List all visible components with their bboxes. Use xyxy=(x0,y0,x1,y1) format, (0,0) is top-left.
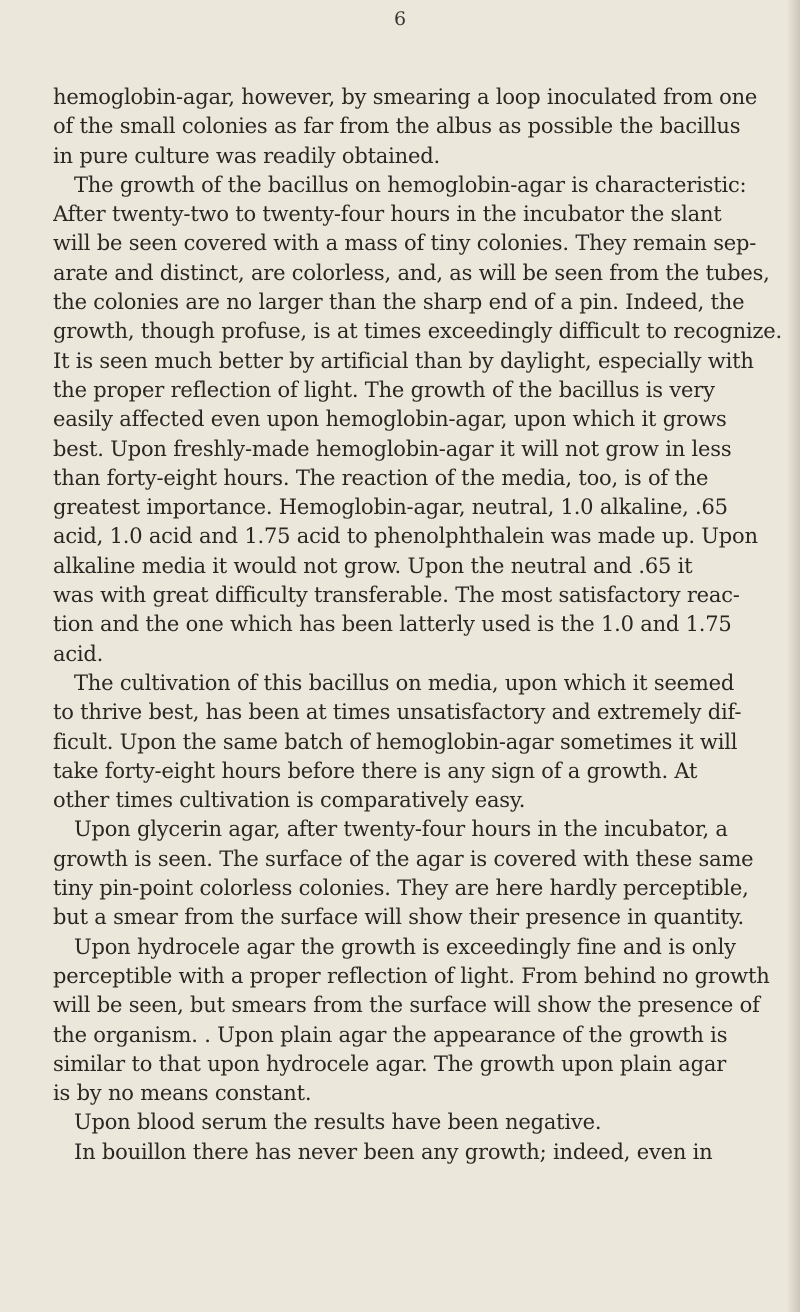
text-line: than forty-eight hours. The reaction of the media, too, is of the xyxy=(53,465,709,490)
text-line: The growth of the bacillus on hemoglobin-agar is characteristic: xyxy=(74,172,747,197)
text-line: but a smear from the surface will show their presence in quantity. xyxy=(53,905,745,930)
text-line: It is seen much better by artificial than by daylight, especially with xyxy=(53,348,754,373)
page-edge-shadow xyxy=(786,0,800,1312)
text-line: other times cultivation is comparatively easy. xyxy=(53,788,526,813)
text-line: perceptible with a proper reflection of light. From behind no growth xyxy=(53,963,770,988)
text-line: of the small colonies as far from the albus as possible the bacillus xyxy=(53,114,741,139)
text-line: After twenty-two to twenty-four hours in the incubator the slant xyxy=(53,202,722,227)
text-line: ficult. Upon the same batch of hemoglobin-agar sometimes it will xyxy=(53,729,738,754)
text-line: will be seen covered with a mass of tiny colonies. They remain sep- xyxy=(53,231,757,256)
text-line: The cultivation of this bacillus on media, upon which it seemed xyxy=(74,670,735,695)
text-line: Upon glycerin agar, after twenty-four hours in the incubator, a xyxy=(74,817,728,842)
text-line: growth, though profuse, is at times exceedingly difficult to recognize. xyxy=(53,319,783,344)
body-text xyxy=(53,83,789,1167)
text-line: arate and distinct, are colorless, and, as will be seen from the tubes, xyxy=(53,260,770,285)
text-line: in pure culture was readily obtained. xyxy=(53,143,440,168)
text-line: the colonies are no larger than the sharp end of a pin. Indeed, the xyxy=(53,290,745,315)
text-line: best. Upon freshly-made hemoglobin-agar it will not grow in less xyxy=(53,436,732,461)
text-line: take forty-eight hours before there is any sign of a growth. At xyxy=(53,758,698,783)
text-line: to thrive best, has been at times unsatisfactory and extremely dif- xyxy=(53,700,742,725)
text-line: is by no means constant. xyxy=(53,1081,312,1106)
text-line: In bouillon there has never been any growth; indeed, even in xyxy=(74,1139,713,1164)
text-line: will be seen, but smears from the surface will show the presence of xyxy=(53,993,760,1018)
text-line: greatest importance. Hemoglobin-agar, neutral, 1.0 alkaline, .65 xyxy=(53,495,728,520)
text-line: the proper reflection of light. The growth of the bacillus is very xyxy=(53,377,715,402)
text-line: Upon blood serum the results have been negative. xyxy=(74,1110,602,1135)
text-line: hemoglobin-agar, however, by smearing a loop inoculated from one xyxy=(53,85,758,109)
text-line: tion and the one which has been latterly used is the 1.0 and 1.75 xyxy=(53,612,732,637)
text-line: growth is seen. The surface of the agar is covered with these same xyxy=(53,846,754,871)
text-line: acid, 1.0 acid and 1.75 acid to phenolphthalein was made up. Upon xyxy=(53,524,758,549)
text-line: the organism. . Upon plain agar the appearance of the growth is xyxy=(53,1022,728,1047)
text-line: easily affected even upon hemoglobin-agar, upon which it grows xyxy=(53,407,727,432)
text-line: was with great difficulty transferable. The most satisfactory reac- xyxy=(53,583,740,608)
text-line: alkaline media it would not grow. Upon the neutral and .65 it xyxy=(53,553,693,578)
page-number: 6 xyxy=(393,8,407,30)
text-line: Upon hydrocele agar the growth is exceedingly fine and is only xyxy=(74,934,736,959)
text-line: similar to that upon hydrocele agar. The growth upon plain agar xyxy=(53,1051,727,1076)
text-line: tiny pin-point colorless colonies. They are here hardly perceptible, xyxy=(53,876,749,901)
text-line: acid. xyxy=(53,641,104,666)
